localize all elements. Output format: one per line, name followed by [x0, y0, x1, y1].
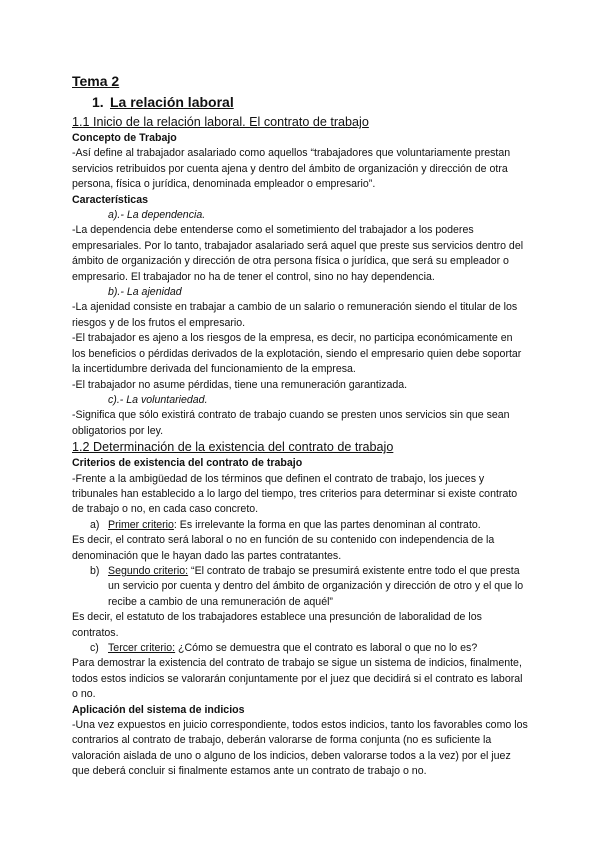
section-title: La relación laboral — [110, 94, 234, 110]
criterion-c — [72, 641, 528, 656]
subsection-heading-1-2: 1.2 Determinación de la existencia del contrato de trabajo — [72, 440, 394, 455]
chapter-title: Tema 2 — [72, 73, 120, 89]
concepto-heading: Concepto de Trabajo — [72, 132, 177, 144]
char-c-paragraph: -Significa que sólo existirá contrato de trabajo cuando se presten unos servicios sin que sean obligatorios por ley. — [72, 409, 510, 437]
char-a-heading: a).- La dependencia. — [108, 209, 206, 222]
criterion-c-marker: c) — [90, 642, 99, 654]
criterion-a-label: Primer criterio — [108, 518, 174, 531]
char-c-heading: c).- La voluntariedad. — [108, 393, 208, 406]
criterion-a-marker: a) — [90, 518, 100, 531]
criterion-c-text: ¿Cómo se demuestra que el contrato es laboral o que no lo es? — [175, 642, 478, 654]
subsection-heading-1-1: 1.1 Inicio de la relación laboral. El contrato de trabajo — [72, 115, 369, 129]
section-heading — [92, 93, 528, 112]
caracteristicas-heading: Características — [72, 193, 148, 206]
char-b-paragraph-3: -El trabajador no asume pérdidas, tiene una remuneración garantizada. — [72, 378, 408, 391]
criterion-b-marker: b) — [90, 564, 100, 577]
criterion-a — [72, 518, 528, 533]
criterion-b — [72, 564, 528, 610]
criterion-a-explanation: Es decir, el contrato será laboral o no en función de su contenido con independencia de la denominación que le hayan dado las partes contratantes. — [72, 534, 495, 562]
criterion-c-label: Tercer criterio: — [108, 642, 176, 654]
aplicacion-paragraph: -Una vez expuestos en juicio correspondiente, todos estos indicios, tanto los favorables como los contrarios al contrato de trabajo, deberán valorarse de forma conjunta (no es suficiente la valoración aislada de uno o alguno de los indicios, deben valorarse todos a la vez) por el juez que deberá concluir si finalmente estamos ante un contrato de trabajo o no. — [72, 719, 528, 778]
section-number: 1. — [92, 94, 104, 110]
criterion-b-label: Segundo criterio: — [108, 564, 189, 577]
char-b-paragraph-2: -El trabajador es ajeno a los riesgos de la empresa, es decir, no participa económicamente en los beneficios o pérdidas derivados de la explotación, siendo el empresario quien debe soportar la incertidumbre derivada del funcionamiento de la empresa. — [72, 332, 522, 376]
char-b-heading: b).- La ajenidad — [108, 286, 182, 299]
criterion-b-text: “El contrato de trabajo se presumirá existente entre todo el que presta un servicio por cuenta y dentro del ámbito de organización y dirección de otro y el que lo recibe a cambio de una remuneración de aquél” — [108, 564, 524, 608]
char-a-paragraph: -La dependencia debe entenderse como el sometimiento del trabajador a los poderes empresariales. Por lo tanto, trabajador asalariado será aquel que preste sus servicios dentro del ámbito de organización y dirección de otra persona física o jurídica, que será su empleador o empresario. El trabajador no ha de tener el control, sino no hay dependencia. — [72, 224, 524, 283]
criterios-intro: -Frente a la ambigüedad de los términos que definen el contrato de trabajo, los jueces y tribunales han establecido a lo largo del tiempo, tres criterios para determinar si existe contrato de trabajo o no, en cada caso concreto. — [72, 472, 518, 516]
criterion-a-text: : Es irrelevante la forma en que las partes denominan al contrato. — [173, 518, 481, 531]
criterios-heading: Criterios de existencia del contrato de trabajo — [72, 457, 303, 470]
aplicacion-heading: Aplicación del sistema de indicios — [72, 703, 245, 716]
concepto-paragraph: -Así define al trabajador asalariado como aquellos “trabajadores que voluntariamente prestan servicios retribuidos por cuenta ajena y dentro del ámbito de organización y dirección de otra persona, física o jurídica, denominada empleador o empresario”. — [72, 147, 511, 191]
criterion-b-explanation: Es decir, el estatuto de los trabajadores establece una presunción de laboralidad de los contratos. — [72, 611, 482, 639]
criterion-c-explanation: Para demostrar la existencia del contrato de trabajo se sigue un sistema de indicios, finalmente, todos estos indicios se valorarán conjuntamente por el juez que decidirá si el contrato es laboral o no. — [72, 657, 523, 701]
char-b-paragraph-1: -La ajenidad consiste en trabajar a cambio de un salario o remuneración siendo el titular de los riesgos y de los frutos el empresario. — [72, 301, 518, 329]
